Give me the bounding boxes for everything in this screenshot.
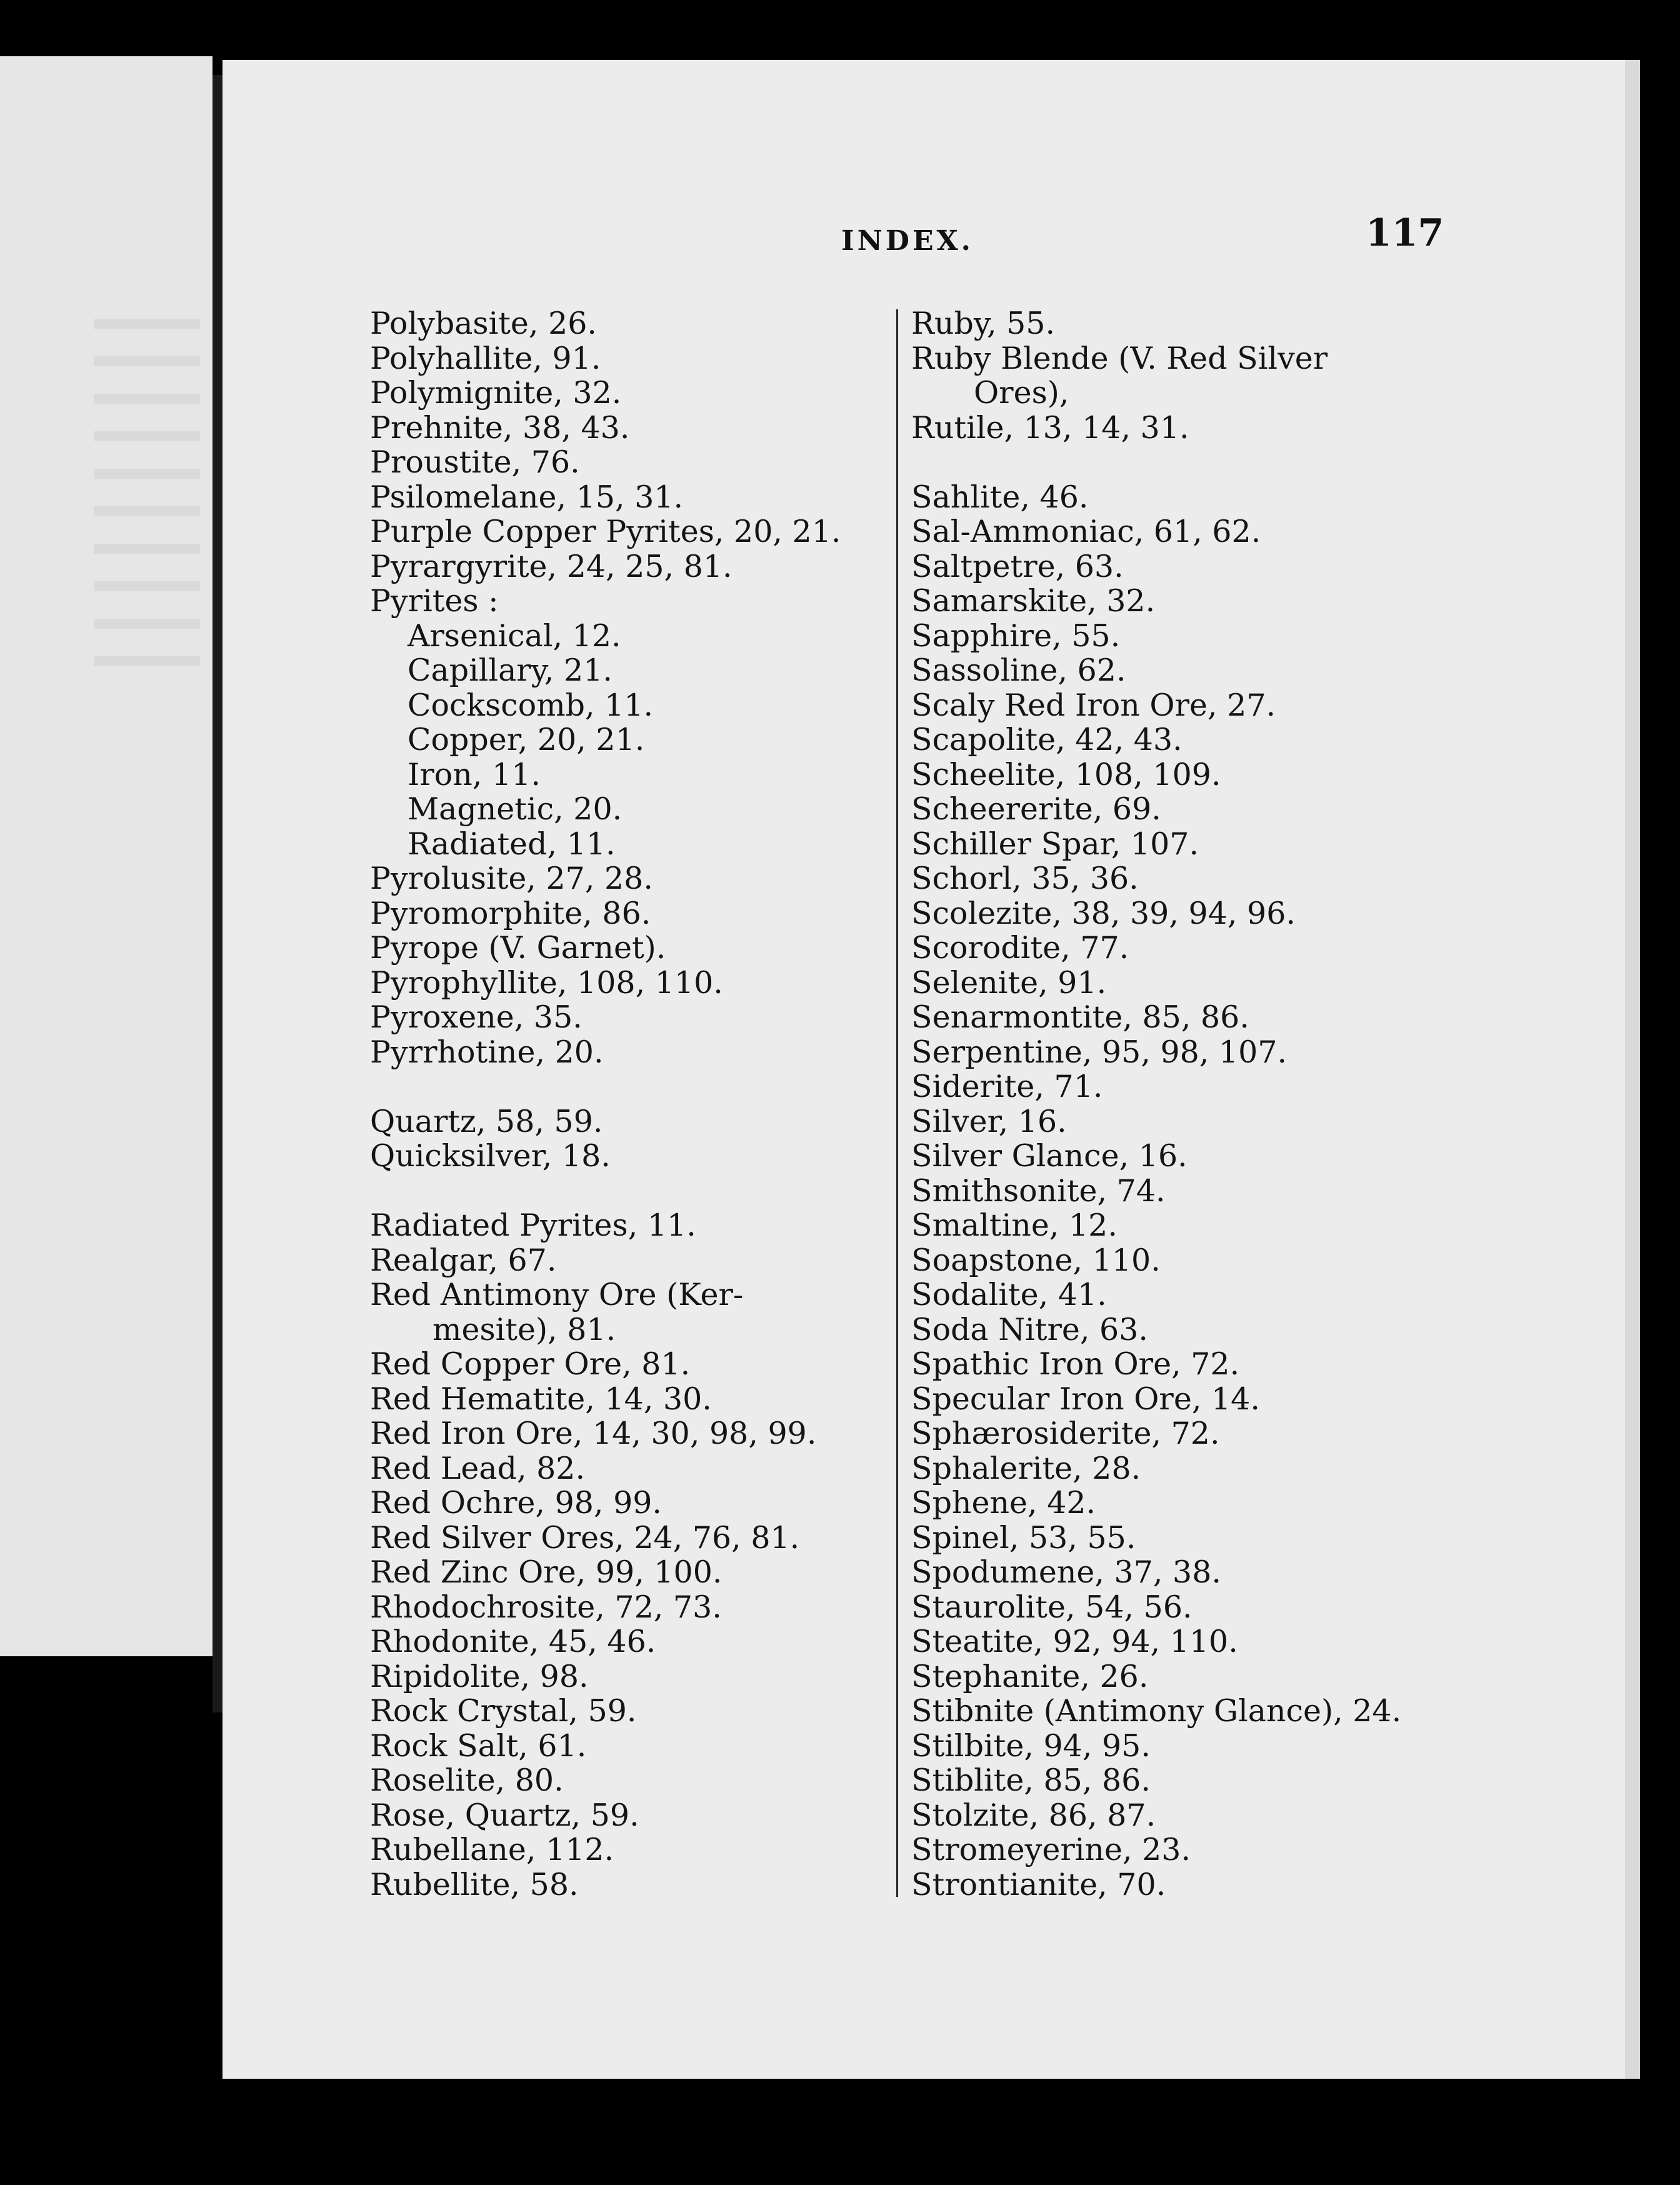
index-entry: Senarmontite, 85, 86. [911, 999, 1249, 1035]
faded-text-line [94, 506, 200, 516]
index-entry: Proustite, 76. [370, 444, 580, 480]
index-entry: Rubellite, 58. [370, 1866, 579, 1902]
index-entry: Radiated Pyrites, 11. [370, 1208, 696, 1243]
index-entry: Purple Copper Pyrites, 20, 21. [370, 514, 841, 549]
index-entry: Sassoline, 62. [911, 652, 1126, 688]
faded-text-line [94, 356, 200, 366]
index-entry: Silver, 16. [911, 1103, 1067, 1139]
index-entry: Serpentine, 95, 98, 107. [911, 1034, 1288, 1070]
facing-page-edge [0, 56, 212, 1656]
faded-text-line [94, 319, 200, 329]
index-entry: Stromeyerine, 23. [911, 1832, 1191, 1868]
index-entry: Rose, Quartz, 59. [370, 1797, 639, 1833]
index-entry: Siderite, 71. [911, 1069, 1103, 1104]
index-entry: Selenite, 91. [911, 964, 1107, 1001]
index-entry: Scheelite, 108, 109. [911, 756, 1221, 792]
index-subentry: Capillary, 21. [408, 652, 612, 688]
index-entry: Red Iron Ore, 14, 30, 98, 99. [370, 1416, 817, 1451]
index-entry: Red Ochre, 98, 99. [370, 1485, 662, 1521]
index-entry: Smithsonite, 74. [911, 1172, 1166, 1209]
index-entry: Red Copper Ore, 81. [370, 1346, 691, 1382]
index-entry: Scolezite, 38, 39, 94, 96. [911, 895, 1296, 931]
section-gap [370, 1069, 889, 1104]
index-entry: Polyhallite, 91. [370, 340, 601, 376]
index-entry: Quartz, 58, 59. [370, 1103, 603, 1139]
index-entry: Roselite, 80. [370, 1762, 564, 1798]
index-entry: Pyrites : [370, 583, 499, 619]
index-entry: Steatite, 92, 94, 110. [911, 1624, 1238, 1659]
index-entry: Pyromorphite, 86. [370, 895, 651, 931]
index-entry: Smaltine, 12. [911, 1208, 1118, 1243]
index-entry: Rock Salt, 61. [370, 1728, 587, 1764]
index-entry: Pyrolusite, 27, 28. [370, 861, 653, 896]
index-entry: Ruby Blende (V. Red Silver [911, 340, 1328, 376]
section-gap [911, 445, 1461, 480]
index-entry: Spathic Iron Ore, 72. [911, 1346, 1240, 1382]
index-entry: mesite), 81. [432, 1311, 616, 1348]
faded-text-line [94, 431, 200, 441]
index-entry: Sapphire, 55. [911, 618, 1121, 654]
index-entry: Strontianite, 70. [911, 1866, 1166, 1902]
index-subentry: Cockscomb, 11. [408, 687, 654, 723]
index-entry: Specular Iron Ore, 14. [911, 1381, 1260, 1417]
index-entry: Ores), [974, 375, 1069, 411]
index-entry: Spodumene, 37, 38. [911, 1554, 1221, 1590]
faded-text-line [94, 581, 200, 591]
index-column-right [911, 306, 1461, 1902]
index-entry: Stolzite, 86, 87. [911, 1797, 1156, 1833]
index-entry: Pyrope (V. Garnet). [370, 930, 666, 966]
index-entry: Pyroxene, 35. [370, 999, 582, 1035]
index-entry: Realgar, 67. [370, 1242, 557, 1278]
page-number: 117 [1366, 211, 1444, 255]
index-entry: Stilbite, 94, 95. [911, 1728, 1151, 1764]
index-entry: Stiblite, 85, 86. [911, 1762, 1151, 1798]
index-entry: Scorodite, 77. [911, 930, 1129, 966]
column-divider [896, 309, 898, 1897]
index-entry: Pyrrhotine, 20. [370, 1034, 604, 1070]
index-entry: Sal-Ammoniac, 61, 62. [911, 514, 1261, 549]
index-entry: Soda Nitre, 63. [911, 1311, 1148, 1348]
index-entry: Pyrophyllite, 108, 110. [370, 964, 723, 1001]
section-gap [370, 1174, 889, 1209]
index-entry: Sahlite, 46. [911, 479, 1089, 515]
index-entry: Stibnite (Antimony Glance), 24. [911, 1693, 1402, 1729]
index-entry: Silver Glance, 16. [911, 1138, 1188, 1174]
index-entry: Red Zinc Ore, 99, 100. [370, 1554, 722, 1590]
faded-text-line [94, 394, 200, 404]
index-entry: Soapstone, 110. [911, 1242, 1161, 1278]
index-entry: Rhodonite, 45, 46. [370, 1624, 656, 1659]
index-subentry: Magnetic, 20. [408, 791, 622, 827]
index-entry: Scheererite, 69. [911, 791, 1161, 827]
index-entry: Red Antimony Ore (Ker- [370, 1277, 744, 1312]
index-entry: Psilomelane, 15, 31. [370, 479, 684, 515]
index-entry: Saltpetre, 63. [911, 548, 1124, 584]
index-entry: Ripidolite, 98. [370, 1658, 589, 1694]
index-column-left [370, 306, 889, 1902]
index-entry: Scapolite, 42, 43. [911, 722, 1182, 758]
index-entry: Schorl, 35, 36. [911, 861, 1139, 896]
index-entry: Rhodochrosite, 72, 73. [370, 1589, 722, 1625]
faded-text-line [94, 656, 200, 666]
index-entry: Quicksilver, 18. [370, 1138, 611, 1174]
index-entry: Rock Crystal, 59. [370, 1693, 637, 1729]
index-entry: Sodalite, 41. [911, 1277, 1107, 1312]
index-entry: Prehnite, 38, 43. [370, 409, 630, 446]
index-entry: Polybasite, 26. [370, 306, 598, 341]
index-entry: Pyrargyrite, 24, 25, 81. [370, 548, 732, 584]
index-entry: Ruby, 55. [911, 306, 1056, 341]
index-entry: Rubellane, 112. [370, 1832, 614, 1868]
index-entry: Stephanite, 26. [911, 1658, 1149, 1694]
index-entry: Samarskite, 32. [911, 583, 1156, 619]
index-entry: Sphene, 42. [911, 1485, 1096, 1521]
index-subentry: Arsenical, 12. [408, 618, 621, 654]
index-subentry: Radiated, 11. [408, 826, 616, 862]
index-entry: Red Hematite, 14, 30. [370, 1381, 712, 1417]
index-entry: Spinel, 53, 55. [911, 1519, 1136, 1556]
index-entry: Red Lead, 82. [370, 1450, 586, 1486]
index-entry: Sphalerite, 28. [911, 1450, 1141, 1486]
index-entry: Rutile, 13, 14, 31. [911, 409, 1189, 446]
index-entry: Red Silver Ores, 24, 76, 81. [370, 1519, 800, 1556]
page-edge-shadow [1625, 60, 1640, 2079]
page-header-title: INDEX. [841, 225, 974, 257]
index-entry: Schiller Spar, 107. [911, 826, 1199, 862]
faded-text-line [94, 544, 200, 554]
index-entry: Sphærosiderite, 72. [911, 1416, 1220, 1451]
index-entry: Scaly Red Iron Ore, 27. [911, 687, 1276, 723]
faded-text-line [94, 469, 200, 479]
faded-text-line [94, 619, 200, 629]
index-subentry: Copper, 20, 21. [408, 722, 645, 758]
index-entry: Staurolite, 54, 56. [911, 1589, 1192, 1625]
index-entry: Polymignite, 32. [370, 375, 622, 411]
index-subentry: Iron, 11. [408, 756, 541, 792]
